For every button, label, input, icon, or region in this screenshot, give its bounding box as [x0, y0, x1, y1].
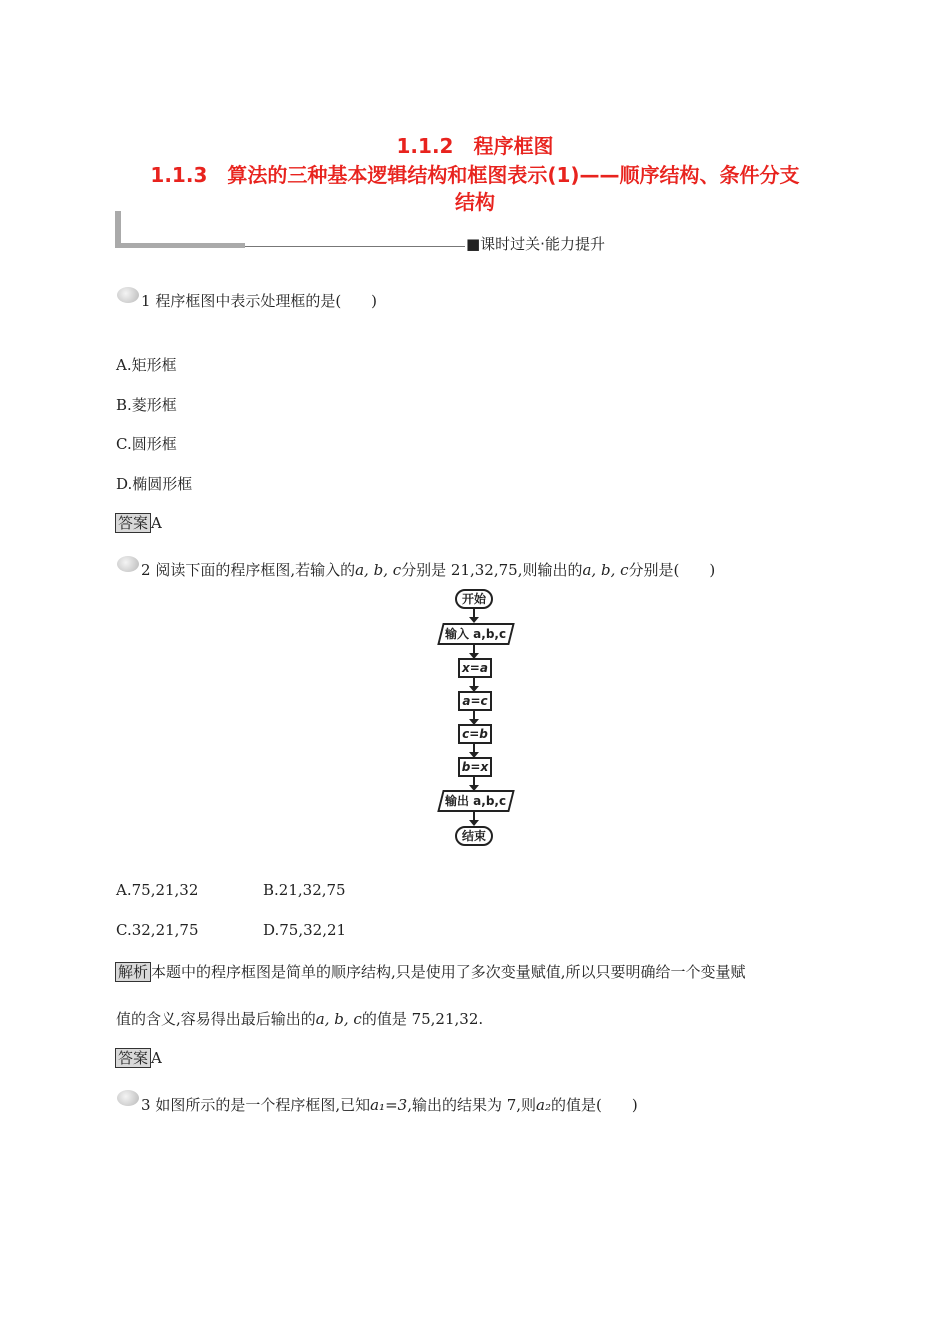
variables: a, b, c: [582, 561, 629, 579]
answer-value: A: [151, 514, 162, 532]
analysis-line-1: [115, 961, 746, 982]
question-1: [141, 290, 377, 311]
answer-2: [115, 1047, 162, 1068]
flowchart-end: 结束: [455, 826, 493, 846]
variables: a, b, c: [315, 1010, 362, 1028]
answer-tag: 答案: [115, 513, 151, 533]
question-number: 2: [141, 561, 151, 579]
question-stem-end: 分别是( ): [628, 561, 716, 579]
math-a2: a₂: [536, 1096, 552, 1114]
flowchart-process-c: c=b: [458, 724, 492, 744]
section-divider-thick: [115, 243, 245, 248]
question-3: [141, 1094, 638, 1115]
option-c: C.32,21,75: [116, 921, 199, 939]
question-marker-icon: [117, 1090, 139, 1106]
answer-value: A: [151, 1049, 162, 1067]
lesson-subtitle-cont: 结构: [455, 190, 495, 214]
option-b: B.21,32,75: [263, 881, 346, 899]
option-b: B.菱形框: [116, 396, 177, 414]
analysis-text-end: 的值是 75,21,32.: [361, 1010, 484, 1028]
question-stem: 程序框图中表示处理框的是( ): [155, 292, 378, 310]
flowchart-input: [437, 623, 514, 645]
analysis-line-2: [116, 1008, 483, 1029]
lesson-title: 1.1.2 程序框图: [396, 134, 554, 158]
question-2: [141, 559, 715, 580]
variables: a, b, c: [355, 561, 402, 579]
flowchart-start: 开始: [455, 589, 493, 609]
flowchart-process-b: b=x: [458, 757, 492, 777]
question-stem-cont: 分别是 21,32,75,则输出的: [401, 561, 583, 579]
question-marker-icon: [117, 287, 139, 303]
question-stem-cont: ,输出的结果为 7,则: [407, 1096, 537, 1114]
answer-tag: 答案: [115, 1048, 151, 1068]
flowchart-input-label: 输入 a,b,c: [445, 627, 507, 641]
answer-1: [115, 512, 162, 533]
analysis-text: 值的含义,容易得出最后输出的: [116, 1010, 316, 1028]
question-number: 3: [141, 1096, 151, 1114]
flowchart-output-label: 输出 a,b,c: [445, 794, 507, 808]
question-marker-icon: [117, 556, 139, 572]
option-a: A.75,21,32: [116, 881, 199, 899]
math-a1: a₁=3: [370, 1096, 408, 1114]
lesson-subtitle: 1.1.3 算法的三种基本逻辑结构和框图表示(1)——顺序结构、条件分支: [150, 163, 800, 187]
option-c: C.圆形框: [116, 435, 177, 453]
section-label: ■课时过关·能力提升: [466, 235, 605, 253]
question-stem-end: 的值是( ): [551, 1096, 638, 1114]
option-a: A.矩形框: [116, 356, 177, 374]
section-divider-thin: [245, 246, 465, 247]
question-stem: 阅读下面的程序框图,若输入的: [155, 561, 356, 579]
flowchart-process-x: x=a: [458, 658, 492, 678]
question-stem: 如图所示的是一个程序框图,已知: [155, 1096, 371, 1114]
question-number: 1: [141, 292, 151, 310]
flowchart-output: [437, 790, 514, 812]
analysis-text: 本题中的程序框图是简单的顺序结构,只是使用了多次变量赋值,所以只要明确给一个变量赋: [151, 963, 746, 981]
option-d: D.椭圆形框: [116, 475, 193, 493]
section-divider-bar: [115, 211, 121, 247]
flowchart-process-a: a=c: [458, 691, 492, 711]
analysis-tag: 解析: [115, 962, 151, 982]
option-d: D.75,32,21: [263, 921, 347, 939]
